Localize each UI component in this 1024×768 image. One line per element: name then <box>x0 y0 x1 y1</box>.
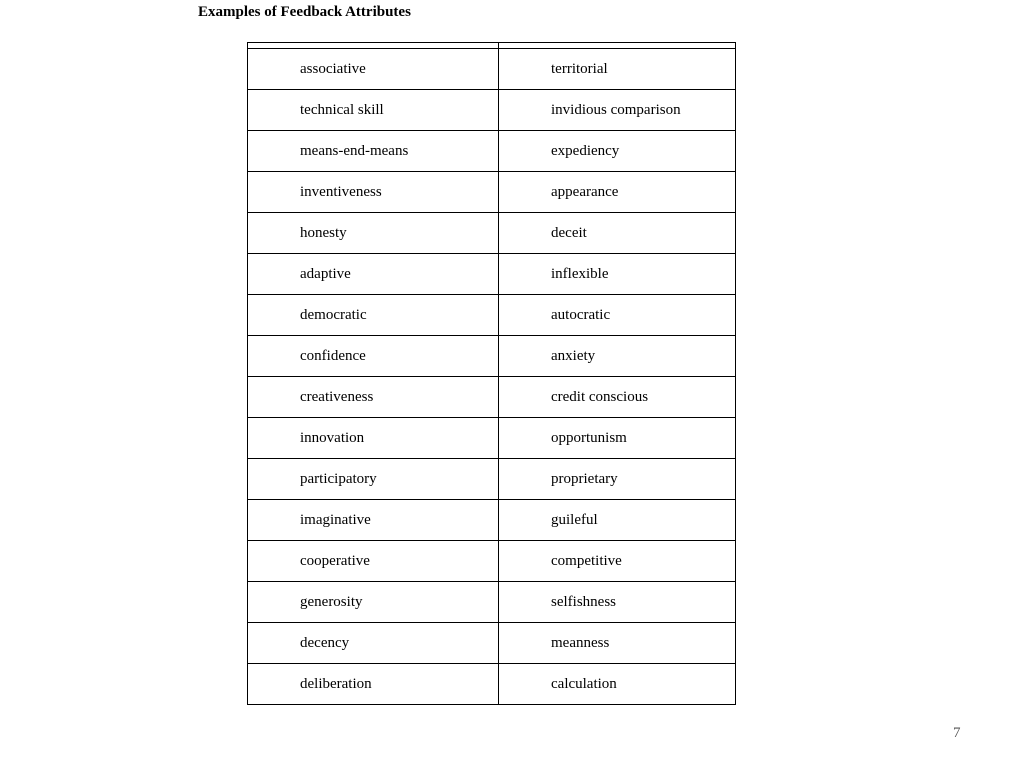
page-number: 7 <box>953 725 961 741</box>
table-row <box>248 377 736 418</box>
table-row <box>248 213 736 254</box>
attribute-cell-right: competitive <box>499 541 736 582</box>
table-row <box>248 500 736 541</box>
attribute-cell-right: territorial <box>499 49 736 90</box>
attribute-cell-left: deliberation <box>248 664 499 705</box>
attribute-cell-right: deceit <box>499 213 736 254</box>
table-row <box>248 582 736 623</box>
table-row <box>248 623 736 664</box>
attribute-cell-left: innovation <box>248 418 499 459</box>
attribute-cell-right: anxiety <box>499 336 736 377</box>
table-row <box>248 172 736 213</box>
attribute-cell-left: adaptive <box>248 254 499 295</box>
attribute-cell-right: opportunism <box>499 418 736 459</box>
attribute-cell-left: imaginative <box>248 500 499 541</box>
attribute-cell-right: calculation <box>499 664 736 705</box>
attribute-cell-right: appearance <box>499 172 736 213</box>
table-row <box>248 295 736 336</box>
attribute-cell-left: associative <box>248 49 499 90</box>
attribute-cell-right: selfishness <box>499 582 736 623</box>
attribute-cell-right: proprietary <box>499 459 736 500</box>
attribute-cell-left: cooperative <box>248 541 499 582</box>
attribute-cell-right: expediency <box>499 131 736 172</box>
feedback-attributes-table <box>247 42 736 705</box>
table-row <box>248 336 736 377</box>
attribute-cell-left: creativeness <box>248 377 499 418</box>
attribute-cell-left: participatory <box>248 459 499 500</box>
attribute-cell-left: honesty <box>248 213 499 254</box>
table-row <box>248 49 736 90</box>
table-row <box>248 459 736 500</box>
page-title: Examples of Feedback Attributes <box>198 4 411 20</box>
attribute-cell-right: invidious comparison <box>499 90 736 131</box>
attribute-cell-right: inflexible <box>499 254 736 295</box>
attribute-cell-left: inventiveness <box>248 172 499 213</box>
attribute-cell-left: decency <box>248 623 499 664</box>
attribute-cell-left: democratic <box>248 295 499 336</box>
attribute-cell-left: confidence <box>248 336 499 377</box>
table-row <box>248 90 736 131</box>
table-row <box>248 664 736 705</box>
attribute-cell-left: generosity <box>248 582 499 623</box>
attribute-cell-left: technical skill <box>248 90 499 131</box>
table-row <box>248 541 736 582</box>
table-row <box>248 418 736 459</box>
attribute-cell-left: means-end-means <box>248 131 499 172</box>
table-row <box>248 131 736 172</box>
attribute-cell-right: guileful <box>499 500 736 541</box>
attribute-cell-right: meanness <box>499 623 736 664</box>
table-row <box>248 254 736 295</box>
attribute-cell-right: credit conscious <box>499 377 736 418</box>
attribute-cell-right: autocratic <box>499 295 736 336</box>
